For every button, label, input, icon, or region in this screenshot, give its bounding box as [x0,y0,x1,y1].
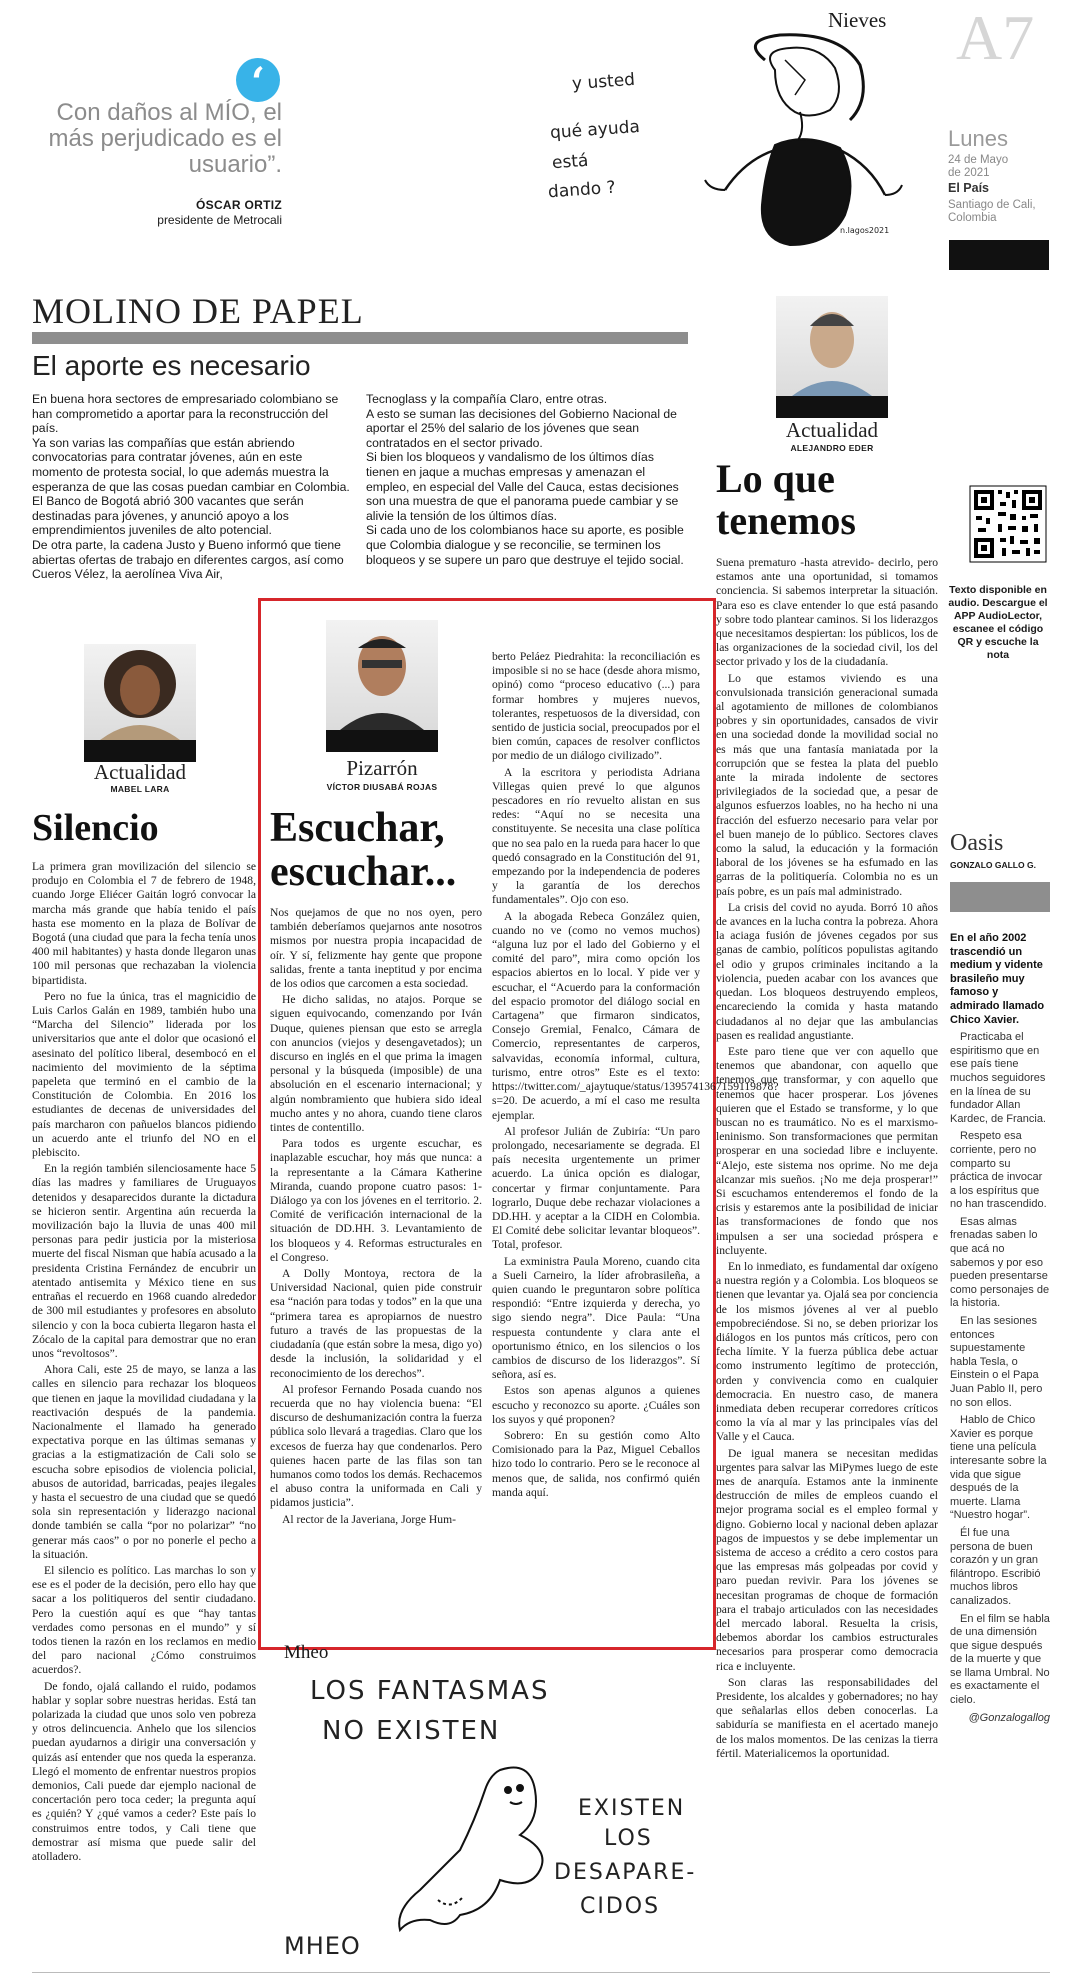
paragraph: Al profesor Fernando Posada cuando nos recuerda que no hay violencia buena: “El discurso de deshumanización contra la fuerza pública solo llevará a tragedias. Claro que los excesos de fuerza hay que condenarlos. Pero quienes hacen parte de las filas son tan humanos como todos los demás. Rechacemos el abuso contra la uniformada en Cali y pidamos justicia”. [270,1382,482,1510]
oasis-lead: En el año 2002 trascendió un medium y vidente brasileño muy famoso y admirado llamado Chico Xavier. [950,932,1045,1026]
paragraph: En las sesiones entonces supuestamente habla Tesla, o Einstein o el Papa Juan Pablo II, pero no son ellos. [950,1315,1043,1409]
paragraph: En el film se habla de una dimensión que sigue después de la muerte y que se llama Umbral. No es exactamente el cielo. [950,1612,1050,1707]
paragraph: El Banco de Bogotá abrió 300 vacantes que serán destinadas para jóvenes, y anunció apoyo a los emprendimientos juveniles de alto potencial. [32,494,304,538]
columnist-author: VÍCTOR DIUSABÁ ROJAS [326,782,438,792]
portrait-illustration [776,296,888,396]
paragraph: La crisis del covid no ayuda. Borró 10 años de avances en la lucha contra la pobreza. Ahora la aciaga fusión de jóvenes cegados por sus ganas de cambio, políticos populistas agitando el odio y grupos criminales incitando a la violencia, pueden acabar con los avances que quedan. Los bloqueos destruyendo empleos, encareciendo la comida y hasta matando ciudadanos al no dejar que las ambulancias pasen es realidad angustiante. [716,900,938,1042]
paragraph: La primera gran movilización del silencio se produjo en Colombia el 7 de febrero de 1948, cuando Jorge Eliécer Gaitán logró convocar la marcha más grande que había tenido el país hasta ese momento en la plaza de Bolívar de Bogotá (una ciudad que para la fecha tenía unos 400 mil habitantes) y hasta donde llegaron unas 100 mil personas que rechazaban la violencia bipartidista. [32,860,256,987]
paragraph: Suena prematuro -hasta atrevido- decirlo, pero estamos ante una oportunidad, si tomamos conciencia. Si sabemos interpretar la situación. Para eso es clave entender lo que está pasando y sobre todo plantear caminos. Si los liderazgos que necesitamos despiertan: los públicos, los de las organizaciones de la sociedad civil, los del sector privado y los de la ciudadanía. [716,556,938,669]
cartoon-signature: MHEO [284,1932,361,1960]
cartoon-reply: LOS [604,1826,653,1851]
cartoon-reply: CIDOS [580,1894,661,1919]
columnist-section: Actualidad [93,760,187,784]
column-headline: Lo que tenemos [716,456,856,543]
cartoon-speech-line: y usted [571,69,636,95]
cartoon-signature: n.lagos2021 [840,226,890,235]
quote-text: Con daños al MÍO, el más perjudicado es el usuario”. [48,99,282,178]
cartoon-reply: EXISTEN [578,1796,686,1821]
paragraph: Pero no fue la única, tras el magnicidio de Luis Carlos Galán en 1989, también hubo una “Marcha del Silencio” liderada por los universitarios que ante el dolor que ocasionó el asesinato del político liberal, desembocó en el nacimiento del movimiento de la séptima papeleta que terminó en el cambio de la Constitución de Colombia. En 2016 los estudiantes de decenas de universidades del país marcharon con pañuelos blancos pidiendo un acuerdo ante el triunfo del NO en el plebiscito. [32,989,256,1160]
column-body-a [270,906,482,1592]
oasis-rule [950,882,1050,912]
oasis-author: GONZALO GALLO G. [950,860,1036,870]
paragraph: Al profesor Julián de Zubiría: “Un paro prolongado, necesariamente se degrada. El país necesita urgentemente un primer acuerdo. La única opción es dialogar, concertar y firmar conjuntamente. Para lograrlo, Duque debe rechazar violaciones a DD.HH. y aceptar a la CIDH en Colombia. El Comité debe solicitar levantar bloqueos”. Total, profesor. [492,1124,700,1252]
oasis-body [950,932,1050,1752]
section-rule [32,332,688,344]
paragraph: Esas almas frenadas saben lo que acá no sabemos y por eso pueden presentarse como personajes de la historia. [950,1215,1050,1310]
paragraph: Hablo de Chico Xavier es porque tiene una película interesante sobre la vida que sigue después de la muerte. Llama “Nuestro hogar”. [950,1414,1047,1522]
paragraph: Respeto esa corriente, pero no comparto su práctica de invocar a los espíritus que no han trascendido. [950,1130,1047,1211]
qr-code[interactable] [968,478,1048,574]
column-headline: Escuchar, escuchar... [270,805,457,895]
paragraph: Practicaba el espiritismo que en ese país tiene muchos seguidores en la línea de su fundador Allan Kardec, de Francia. [950,1031,1046,1125]
qr-code-icon [968,478,1048,574]
paragraph: El silencio es político. Las marchas lo son y ese es el poder de la decisión, pero ello hay que sacar a los politiqueros del sentir ciudadano. Pero la cuestión aquí es que “hay tantas verdades como personas en el mundo” y sí todos tienen la razón en los reclamos en medio del paro nacional ¿Cómo construimos acuerdos?. [32,1563,256,1677]
paragraph: Estos son apenas algunos a quienes escucho y reconozco su aporte. ¿Cuáles son los suyos y qué proponen? [492,1384,700,1426]
paragraph: Al rector de la Javeriana, Jorge Hum- [282,1512,456,1526]
paragraph: Tecnoglass y la compañía Claro, entre otras. [366,392,608,406]
paragraph: Este paro tiene que ver con aquello que tenemos que abandonar, con aquello que tenemos que transformar, y con aquello que tenemos que hacer prosperar. Los jóvenes quieren que el Estado se transforme, y lo que buscan no es traumático. No es el marxismo-leninismo. Son transformaciones que permitan prosperar en una sociedad libre e incluyente. “Alejo, este sistema nos oprime. No me deja alcanzar mis sueños. ¡No me deja prosperar!” Si escuchamos entenderemos el fondo de la crisis y estaremos ante la posibilidad de iniciar las transformaciones de fondo que nos impulsen a ser una sociedad próspera e incluyente. [716,1044,938,1257]
cartoon-text: LOS FANTASMAS [310,1676,550,1706]
paragraph: Para todos es urgente escuchar, es inaplazable escuchar, hoy más que nunca: a la representante a la Cámara Katherine Miranda, cuando propone cuatro pasos: 1- Diálogo ya con los jóvenes en el territorio. 2. Comité de verificación internacional de la situación de DD.HH. 3. Levantamiento de los bloqueos y 4. Reformas estructurales en el Congreso. [270,1137,482,1264]
paragraph: La exministra Paula Moreno, cuando cita a Sueli Carneiro, la líder afrobrasileña, a quien cuando le preguntaron sobre política respondió: “Entre izquierda y derecha, yo sigo siendo negra”. Dice Paula: “Una respuesta contundente y clara ante el oportunismo étnico, en los silencios o los cambios de discurso de los liderazgos”. Sí señora, así es. [492,1254,700,1382]
paragraph: De otra parte, la cadena Justo y Bueno informó que tiene abiertas ofertas de trabajo en diferentes cargos, así como Cueros Vélez, la aerolínea Viva Air, [32,537,344,582]
cartoon-nieves-label: Nieves [828,8,887,32]
cartoon-mheo-label: Mheo [284,1642,329,1663]
paragraph: berto Peláez Piedrahita: la reconciliación es imposible si no se hace (desde ahora mismo, opinó) como “proceso educativo (...) para formar hombres y mujeres nuevos, tolerantes, respetuosos de la diversidad, con sentido de justicia social, preocupados por el bien común, capaces de resolver conflictos por medio de un diálogo civilizado”. [492,650,700,763]
columnist-section: Pizarrón [346,756,418,780]
section-title: MOLINO DE PAPEL [32,291,364,331]
cartoon-reply: DESAPARE- [554,1860,697,1885]
oasis-title: Oasis [950,830,1004,856]
ghost-icon [390,1740,570,1940]
paragraph: Ya son varias las compañías que están abriendo convocatorias para contratar jóvenes, aún en este momento de protesta social, lo que además muestra la esperanza de que las cosas puedan cambiar en Colombia. [32,435,350,494]
paragraph: A Dolly Montoya, rectora de la Universidad Nacional, quien pide construir esa “nación para todas y todos” en la que una “primera tarea es apropiarnos de nuestro futuro a través de las propuestas de la ciudadanía (que están sobre la mesa, digo yo) desde la inclusión, la solidaridad y el reconocimiento de los derechos”. [270,1267,482,1380]
paragraph: A la abogada Rebeca González quien, cuando no ve (como no vemos muchos) “alguna luz por el lado del Gobierno y el comité del paro”, mira como opción los espacios abiertos en lo local. Y pide ver y escuchar, el “Acuerdo para la conformación del espacio promotor del diálogo social en Cartagena” que firmaron sindicatos, Consejo Gremial, Fenalco, Cámara de Comercio, representantes de carperos, salvavidas, economía informal, cultura, turismo, entre otros” Este es el texto: https://twitter.com/_ajaytuque/status/1395741367159119878?s=20. De acuerdo, a mí el caso me resulta ejemplar. [492,909,779,1122]
paragraph: Si bien los bloqueos y vandalismo de los últimos días tienen en jaque a muchas empresas y amenazan el empleo, en especial del Valle del Cauca, estas decisiones son una muestra de que el panorama puede cambiar y se alivie la tensión de los últimos días. [366,450,679,523]
paragraph: Sobrero: En su gestión como Alto Comisionado para la Paz, Miguel Ceballos hizo todo lo contrario. Pero se le reconoce al menos que, de salida, nos confirmó quién manda aquí. [492,1428,700,1499]
paragraph: De igual manera se necesitan medidas urgentes para salvar las MiPymes luego de este mes de anarquía. Estamos ante la inminente destrucción de miles de empleos cuando el mejor programa social es el empleo formal y digno. Gobierno local y nacional deben aplazar pagos de impuestos y se debe implementar un sistema de acceso a crédito a cero costos para que las empresas más golpeadas por covid y paro puedan revivir. Para los jóvenes se necesitan programas de choque de formación para el trabajo articulados con las necesidades del mercado laboral. Resuelta la crisis, debemos abordar los cambios estructurales necesarios para prosperar como democracia rica e incluyente. [716,1446,938,1673]
cartoon-speech-line: qué ayuda [549,116,641,144]
black-block [949,240,1049,270]
paragraph: A la escritora y periodista Adriana Villegas quien prevé lo que algunos pescadores en río revuelto alistan en sus redes: “Aquí no se necesita una constituyente. Se necesita una clase política que no sea palo en la rueda para hacer lo que quedó consagrado en la Constitución del 91, empezando por la independencia de poderes y la garantía de los derechos fundamentales”. Ojo con eso. [492,765,700,907]
paragraph: Ahora Cali, este 25 de mayo, se lanza a las calles en silencio para rechazar los bloqueos que tienen en jaque la movilidad ciudadana y la reactivación después de la pandemia. Nacionalmente el llamado ha generado expectativa porque en las últimas semanas y gracias a la estigmatización de Cali solo se escucha sobre episodios de violencia policial, abusos de autoridad, barricadas, peajes ilegales y hasta el secuestro de una ciudad que se quedó sola sin representación y liderazgo nacional donde también se calla “por no polarizar” “no generar más caos” o por no ponerle el pecho a la situación. [32,1363,256,1561]
editorial-headline: El aporte es necesario [32,350,311,381]
paragraph: Lo que estamos viviendo es una convulsionada transición generacional sumada al agotamiento de millones de colombianos pobres y sin oportunidades, cansados de vivir en una sociedad donde la movilidad social no es más que una fantasía maniatada por la corrupción que se festea la plata del pueblo ante la mirada indolente de sectores privilegiados de la sociedad que, a pesar de algunos esfuerzos loables, no ha hecho ni una fracción del esfuerzo necesario para velar por el buen manejo de lo público. Sectores claves como la salud, la educación y la formación laboral de los jóvenes se ha esfumado en las garras de la politiquería. Colombia no es un país pobre, es un país mal administrado. [716,671,938,898]
columnist-photo [84,644,196,762]
paragraph: En buena hora sectores de empresariado colombiano se han comprometido a aportar para la reconstrucción del país. [32,392,339,436]
paragraph: A esto se suman las decisiones del Gobierno Nacional de aportar el 25% del salario de los jóvenes que sean contratados en el sector privado. [366,406,677,450]
columnist-author: ALEJANDRO EDER [790,443,874,453]
paragraph: He dicho salidas, no atajos. Porque se siguen equivocando, comenzando por Iván Duque, quienes piensan que esto se arregla con anuncios (viejos y desengavetados); un discurso en inglés en el que prima la imagen personal y la búsqueda (imposible) de una absolución en el escenario internacional; y algún nombramiento que hubiera sido ideal mucho antes y no ahora, cuando tiene claros tintes de contentillo. [270,993,482,1135]
date-label: 24 de Mayo de 2021 [948,154,1009,179]
columnist-photo [326,620,438,752]
ghost-illustration [390,1740,570,1940]
cartoon-text: NO EXISTEN [322,1716,501,1746]
column-body [716,556,938,1954]
cartoon-speech-line: está [551,150,590,174]
column-headline: Silencio [32,807,159,849]
paragraph: De fondo, ojalá callando el ruido, podamos hablar y soplar sobre nuestras heridas. Está tan polarizada la ciudad que unos solo ven pobreza y otros delincuencia. Anhelo que los silencios puedan ayudarnos a dirigir una conversación y quizás así entender que nos queda la esperanza. Llegó el momento de enfrentar nuestros propios demonios, Cali puede dar ejemplo nacional de concertación pero toca ceder; la pregunta aquí es ¿quién? Y ¿qué vamos a ceder? Este país lo construimos entre todos, y Cali tiene que demostrar así misma que puede salir del atolladero. [32,1679,256,1864]
editorial-col-2 [366,392,688,592]
columnist-photo [776,296,888,418]
paragraph: Si cada uno de los colombianos hace su aporte, es posible que Colombia dialogue y se reconcilie, se terminen los bloqueos y se supere un paro que destruye el tejido social. [366,523,684,567]
cartoon-speech-line: dando ? [547,177,617,203]
page-number: A7 [956,2,1035,73]
paragraph: En lo inmediato, es fundamental dar oxígeno a nuestra región y a Colombia. Los bloqueos se tienen que levantar ya. Ojalá sea por conciencia de los mismos jóvenes al ver al pueblo empobreciéndose. Si no, se deben priorizar los diálogos en los puntos más críticos, pero con fecha límite. Y la fuerza pública debe actuar como instrumento legítimo de protección, orden y convivencia como en cualquier democracia. En nuestro caso, de manera inmediata deben recuperar corredores críticos como la vía al mar y las principales vías del Valle y el Cauca. [716,1259,938,1444]
page-bottom-rule [32,1972,1050,1973]
day-name: Lunes [948,126,1008,151]
quote-author: ÓSCAR ORTIZ [196,198,282,212]
column-body [32,860,256,1940]
paper-name: El País [948,181,989,195]
quote-role: presidente de Metrocali [157,213,282,227]
columnist-section: Actualidad [785,418,879,442]
portrait-illustration [326,620,438,730]
oasis-handle[interactable]: @Gonzalogallog [968,1711,1050,1724]
portrait-illustration [84,644,196,740]
paragraph: En la región también silenciosamente hace 5 días las madres y familiares de Uruguayos detenidos y desaparecidos durante la dictadura se hicieron sentir. Argentina aún recuerda la movilización bajo la lluvia de unas 400 mil personas para pedir justicia por la misteriosa muerte del fiscal Nisman que había acusado a la presidenta Cristina Fernández de encubrir un atentado antisemita y México tiene en sus entrañas el recuerdo en 1968 cuando alrededor de 300 mil estudiantes y profesores en absoluto silencio y con la boca cubierta llegaron hasta el Zócalo de la capital para demostrar que no eran unos “revoltosos”. [32,1162,256,1360]
paragraph: Nos quejamos de que no nos oyen, pero también deberíamos quejarnos ante nosotros mismos por nuestra propia incapacidad de oír. Y sí, felizmente hay gente que propone salidas, frente a tanta ineptitud y por encima de los odios que carcomen a esta sociedad. [270,906,482,991]
city-label: Santiago de Cali, Colombia [948,199,1036,224]
paragraph: Son claras las responsabilidades del Presidente, los alcaldes y gobernadores; no hay que señalarlas ellos deben conocerlas. La sabiduría se manifiesta en el acertado manejo de los malos momentos. De las cenizas la tierra fértil. Materialicemos la oportunidad. [716,1675,938,1760]
qr-caption: Texto disponible en audio. Descargue el APP AudioLector, escanee el código QR y escuche la nota [948,584,1048,661]
paragraph: Él fue una persona de buen corazón y un gran filántropo. Escribió muchos libros canalizados. [950,1526,1041,1607]
editorial-col-1 [32,392,354,592]
columnist-author: MABEL LARA [110,784,170,794]
quote-badge-icon: ‘ [236,58,280,102]
column-body-b [492,650,779,1626]
